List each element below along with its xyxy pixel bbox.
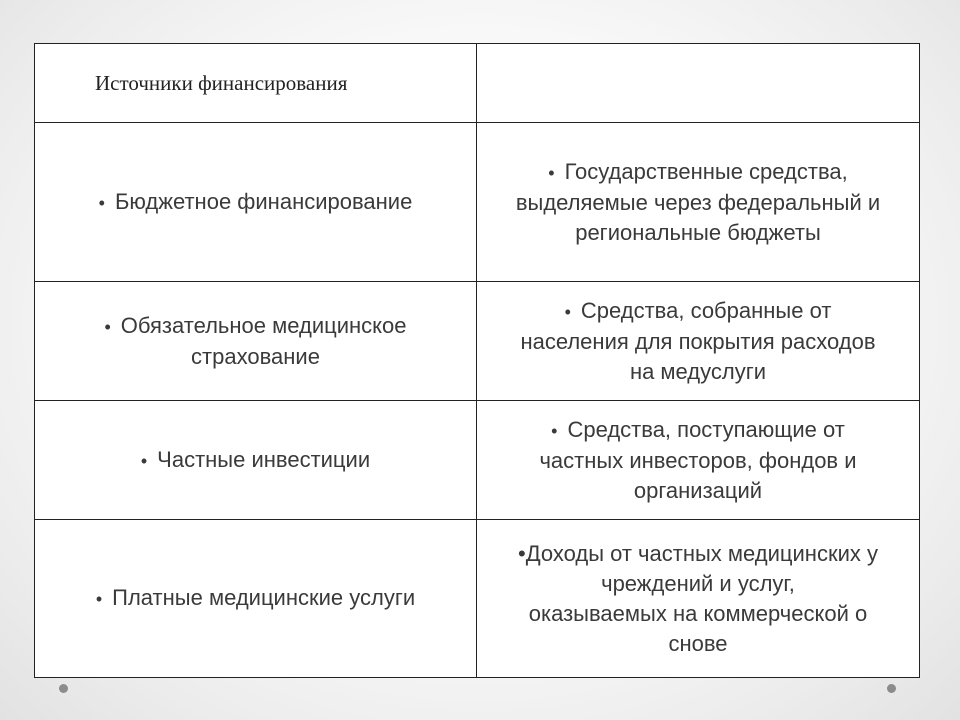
header-cell-empty bbox=[477, 44, 920, 123]
source-cell bbox=[35, 401, 477, 520]
table-row bbox=[35, 282, 920, 401]
description-line: организаций bbox=[633, 477, 763, 503]
description-cell bbox=[477, 282, 920, 401]
bullet-icon: • bbox=[95, 589, 103, 609]
decorative-dot-right-icon bbox=[887, 684, 896, 693]
source-label: Бюджетное финансирование bbox=[114, 188, 413, 214]
source-label: Частные инвестиции bbox=[157, 446, 371, 472]
table-row bbox=[35, 520, 920, 678]
source-line: страхование bbox=[191, 343, 320, 369]
bullet-icon: • bbox=[518, 540, 526, 566]
description-line: региональные бюджеты bbox=[575, 219, 821, 245]
table-row bbox=[35, 123, 920, 282]
description-line: • Средства, поступающие от bbox=[483, 415, 913, 446]
description-cell bbox=[477, 123, 920, 282]
table-header-row bbox=[35, 44, 920, 123]
table-row bbox=[35, 401, 920, 520]
source-cell bbox=[35, 520, 477, 678]
bullet-icon: • bbox=[548, 162, 555, 183]
description-cell bbox=[477, 401, 920, 520]
description-line: частных инвесторов, фондов и bbox=[539, 447, 857, 473]
source-cell bbox=[35, 282, 477, 401]
bullet-icon: • bbox=[564, 301, 571, 322]
description-line: оказываемых на коммерческой о bbox=[528, 600, 868, 626]
bullet-icon: • bbox=[104, 316, 111, 337]
description-line: •Доходы от частных медицинских у bbox=[518, 540, 878, 566]
source-cell bbox=[35, 123, 477, 282]
decorative-dot-left-icon bbox=[59, 684, 68, 693]
description-line: снове bbox=[668, 630, 728, 656]
description-cell bbox=[477, 520, 920, 678]
financing-sources-table bbox=[34, 43, 920, 678]
source-label: Платные медицинские услуги bbox=[112, 585, 416, 610]
description-line: выделяемые через федеральный и bbox=[515, 189, 881, 215]
header-cell-sources: Источники финансирования bbox=[35, 44, 477, 123]
bullet-icon: • bbox=[98, 192, 105, 213]
description-line: • Средства, собранные от bbox=[483, 296, 913, 327]
bullet-icon: • bbox=[140, 450, 148, 471]
description-line: на медуслуги bbox=[629, 358, 767, 384]
description-line: • Государственные средства, bbox=[483, 157, 913, 188]
source-line: • Обязательное медицинское bbox=[43, 311, 468, 342]
description-line: населения для покрытия расходов bbox=[520, 328, 876, 354]
description-line: чреждений и услуг, bbox=[601, 570, 795, 596]
bullet-icon: • bbox=[551, 420, 558, 441]
